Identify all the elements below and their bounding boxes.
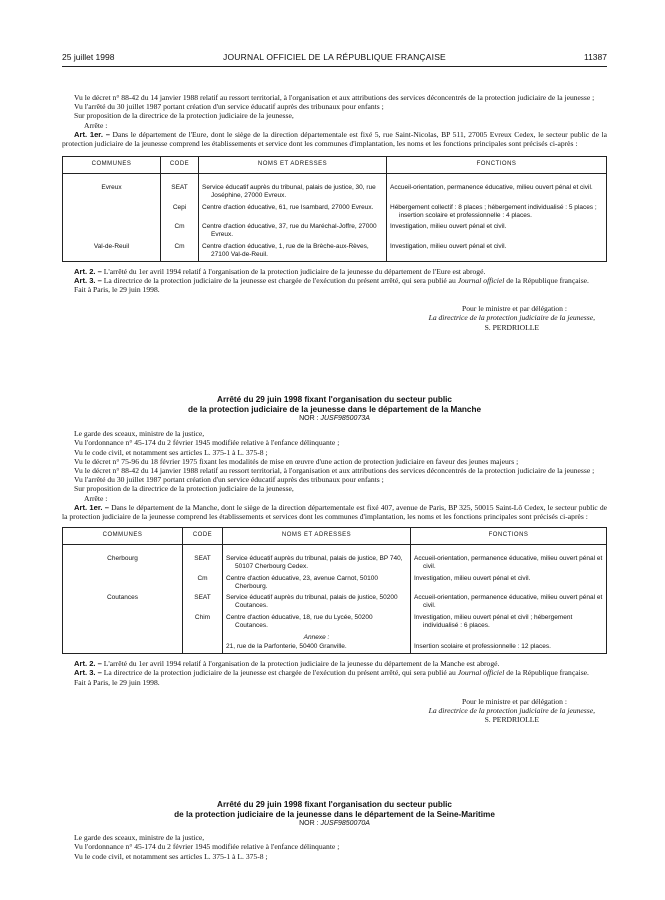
decree-seine-maritime [62, 800, 607, 861]
journal-name: Journal officiel [457, 668, 505, 678]
nor-label: NOR : [299, 415, 319, 423]
article-label: Art. 3. – [74, 275, 102, 285]
table-header-row [63, 157, 607, 174]
nor-reference [62, 414, 607, 423]
article-text-end: de la République française. [506, 275, 589, 285]
function-cell: Insertion scolaire et professionnelle : 12 places. [411, 632, 607, 654]
article-label: Art. 1er. – [74, 502, 109, 512]
table-header-cell: FONCTIONS [411, 528, 607, 545]
visa-paragraph: Vu le code civil, et notamment ses articles L. 375-1 à L. 375-8 ; [74, 851, 268, 861]
visa-paragraph: Sur proposition de la directrice de la protection judiciaire de la jeunesse, [74, 484, 294, 494]
decree-title-line: de la protection judiciaire de la jeunesse dans le département de la Seine-Maritime [174, 809, 495, 819]
article-2 [62, 659, 607, 668]
address-cell: Service éducatif auprès du tribunal, palais de justice, 50200 Coutances. [223, 592, 411, 612]
address-cell: Centre d'action éducative, 37, rue du Maréchal-Joffre, 27000 Evreux. [199, 221, 387, 241]
table-row [63, 553, 607, 573]
signature-name: S. PERDRIOLLE [484, 322, 539, 332]
visa-paragraph: Vu le code civil, et notamment ses articles L. 375-1 à L. 375-8 ; [74, 447, 268, 457]
table-header-cell: COMMUNES [63, 528, 183, 545]
visa-paragraph: Vu l'ordonnance n° 45-174 du 2 février 1945 modifiée relative à l'enfance délinquante ; [74, 438, 340, 448]
table-header-cell: NOMS ET ADRESSES [223, 528, 411, 545]
header-date: 25 juillet 1998 [62, 52, 115, 62]
article-text: La directrice de la protection judiciaire de la jeunesse est chargée de l'exécution du présent arrêté, qui sera publié au [103, 668, 456, 678]
function-cell: Hébergement collectif : 8 places ; hébergement individualisé : 5 places ; insertion scolaire et professionnelle : 4 places. [387, 202, 607, 222]
function-cell: Investigation, milieu ouvert pénal et civil ; hébergement individualisé : 6 places. [411, 612, 607, 632]
nor-code: JUSF9850070A [320, 820, 370, 828]
nor-label: NOR : [299, 820, 319, 828]
table-header-cell: COMMUNES [63, 157, 161, 174]
page-header [62, 52, 607, 66]
visa-paragraph: Vu le décret n° 88-42 du 14 janvier 1988 relatif au ressort territorial, à l'organisation et aux attributions des services déconcentrés de la protection judiciaire de la jeunesse ; [74, 93, 595, 102]
commune-cell [63, 573, 183, 593]
article-text: La directrice de la protection judiciaire de la jeunesse est chargée de l'exécution du présent arrêté, qui sera publié au [103, 275, 456, 285]
table-header-row [63, 528, 607, 545]
table-header-cell: FONCTIONS [387, 157, 607, 174]
article-text: Dans le département de l'Eure, dont le siège de la direction départementale est fixé 5, rue Saint-Nicolas, BP 511, 27005 Evreux Cedex, le secteur public de la protection judiciaire de la jeunesse comprend les établissements et service dont les communes d'implantation, les noms et les fonctions principales sont précisés ci-après : [62, 129, 607, 149]
fait-line: Fait à Paris, le 29 juin 1998. [74, 285, 160, 294]
code-cell: SEAT [161, 182, 199, 202]
code-cell: Cepi [161, 202, 199, 222]
commune-cell [63, 202, 161, 222]
decree-title-line: de la protection judiciaire de la jeunesse dans le département de la Manche [187, 404, 482, 414]
article-text: L'arrêté du 1er avril 1994 relatif à l'organisation de la protection judiciaire de la jeunesse du département de l'Eure est abrogé. [103, 266, 486, 276]
function-cell: Accueil-orientation, permanence éducative, milieu ouvert pénal et civil. [411, 592, 607, 612]
article-label: Art. 1er. – [74, 129, 110, 139]
nor-code: JUSF9850073A [320, 415, 370, 423]
table-header-cell: CODE [161, 157, 199, 174]
commune-cell: Coutances [63, 592, 183, 612]
signature-name: S. PERDRIOLLE [484, 715, 539, 725]
address-cell [223, 632, 411, 654]
table-row [63, 221, 607, 241]
code-cell: SEAT [183, 553, 223, 573]
nor-reference [62, 819, 607, 828]
decree-eure-continued [62, 93, 607, 332]
decree-title-line: Arrêté du 29 juin 1998 fixant l'organisation du secteur public [217, 800, 452, 809]
establishments-table-manche [62, 527, 607, 654]
header-journal-title: JOURNAL OFFICIEL DE LA RÉPUBLIQUE FRANÇAISE [223, 52, 446, 62]
code-cell: Cm [161, 221, 199, 241]
visa-paragraph: Vu l'arrêté du 30 juillet 1987 portant création d'un service éducatif auprès des tribunaux pour enfants ; [74, 475, 384, 485]
function-cell: Investigation, milieu ouvert pénal et civil. [387, 241, 607, 261]
commune-cell: Val-de-Reuil [63, 241, 161, 261]
article-text: L'arrêté du 1er avril 1994 relatif à l'organisation de la protection judiciaire de la jeunesse du département de la Manche est abrogé. [103, 659, 500, 669]
table-row [63, 182, 607, 202]
code-cell: Chim [183, 612, 223, 632]
visa-paragraph: Le garde des sceaux, ministre de la justice, [74, 429, 205, 439]
arrete-word: Arrête : [84, 120, 108, 130]
decree-title-line: Arrêté du 29 juin 1998 fixant l'organisation du secteur public [217, 395, 452, 404]
journal-name: Journal officiel [457, 275, 505, 285]
address-cell: Centre d'action éducative, 18, rue du Lycée, 50200 Coutances. [223, 612, 411, 632]
address-cell: Service éducatif auprès du tribunal, palais de justice, BP 740, 50107 Cherbourg Cedex. [223, 553, 411, 573]
address-cell: Centre d'action éducative, 23, avenue Carnot, 50100 Cherbourg. [223, 573, 411, 593]
signature-delegation: Pour le ministre et par délégation : [461, 696, 567, 706]
signature-title-text: La directrice de la protection judiciaire de la jeunesse, [428, 706, 595, 715]
visa-paragraph: Vu le décret n° 75-96 du 18 février 1975 fixant les modalités de mise en œuvre d'une action de protection judiciaire en faveur des jeunes majeurs ; [74, 456, 519, 466]
signature-title-text: La directrice de la protection judiciaire de la jeunesse, [428, 313, 595, 323]
commune-cell: Cherbourg [63, 553, 183, 573]
visa-paragraph: Vu le décret n° 88-42 du 14 janvier 1988 relatif au ressort territorial, à l'organisation et aux attributions des services déconcentrés de la protection judiciaire de la jeunesse ; [74, 466, 595, 475]
code-cell [183, 632, 223, 654]
article-text: Dans le département de la Manche, dont le siège de la direction départementale est fixé 407, avenue de Paris, BP 325, 50015 Saint-Lô Cedex, le secteur public de la protection judiciaire de la jeunesse comprend les établissements et services dont les communes d'implantation, les noms et les fonctions principales sont précisés ci-après : [62, 502, 608, 522]
table-row [63, 202, 607, 222]
article-3 [62, 276, 607, 285]
commune-cell [63, 632, 183, 654]
header-rule [62, 66, 607, 67]
arrete-word: Arrête : [84, 493, 108, 503]
signature-title [62, 706, 607, 715]
table-row [63, 592, 607, 612]
address-cell: Service éducatif auprès du tribunal, palais de justice, 30, rue Joséphine, 27000 Evreux. [199, 182, 387, 202]
article-label: Art. 3. – [74, 668, 102, 678]
visa-paragraph: Vu l'ordonnance n° 45-174 du 2 février 1945 modifiée relative à l'enfance délinquante ; [74, 842, 340, 852]
address-cell: Centre d'action éducative, 61, rue Isambard, 27000 Evreux. [199, 202, 387, 222]
address-cell: Centre d'action éducative, 1, rue de la Brèche-aux-Rèves, 27100 Val-de-Reuil. [199, 241, 387, 261]
function-cell: Investigation, milieu ouvert pénal et civil. [387, 221, 607, 241]
annex-address: 21, rue de la Parfonterie, 50400 Granville. [226, 643, 347, 651]
article-1 [62, 130, 607, 148]
signature-delegation: Pour le ministre et par délégation : [461, 304, 567, 314]
visa-paragraph: Vu l'arrêté du 30 juillet 1987 portant création d'un service éducatif auprès des tribunaux pour enfants ; [74, 102, 384, 112]
function-cell: Accueil-orientation, permanence éducative, milieu ouvert pénal et civil. [387, 182, 607, 202]
table-header-cell: NOMS ET ADRESSES [199, 157, 387, 174]
signature-title [62, 313, 607, 322]
decree-manche [62, 395, 607, 724]
table-row [63, 632, 607, 654]
article-2 [62, 267, 607, 276]
article-3 [62, 668, 607, 677]
visa-paragraph: Sur proposition de la directrice de la protection judiciaire de la jeunesse, [74, 111, 294, 121]
visa-paragraph: Le garde des sceaux, ministre de la justice, [74, 833, 205, 843]
commune-cell: Evreux [63, 182, 161, 202]
code-cell: Cm [183, 573, 223, 593]
article-label: Art. 2. – [74, 659, 102, 669]
article-text-end: de la République française. [506, 668, 589, 678]
function-cell: Accueil-orientation, permanence éducative, milieu ouvert pénal et civil. [411, 553, 607, 573]
table-row [63, 241, 607, 261]
function-cell: Investigation, milieu ouvert pénal et civil. [411, 573, 607, 593]
fait-line: Fait à Paris, le 29 juin 1998. [74, 677, 160, 687]
header-page-number: 11387 [583, 52, 607, 62]
table-row [63, 612, 607, 632]
code-cell: Cm [161, 241, 199, 261]
decree-title [62, 395, 607, 414]
table-header-cell: CODE [183, 528, 223, 545]
decree-title [62, 800, 607, 819]
article-label: Art. 2. – [74, 266, 102, 276]
table-row [63, 573, 607, 593]
commune-cell [63, 221, 161, 241]
establishments-table-eure [62, 156, 607, 261]
commune-cell [63, 612, 183, 632]
article-1 [62, 503, 607, 521]
annex-label: Annexe : [303, 633, 330, 641]
code-cell: SEAT [183, 592, 223, 612]
